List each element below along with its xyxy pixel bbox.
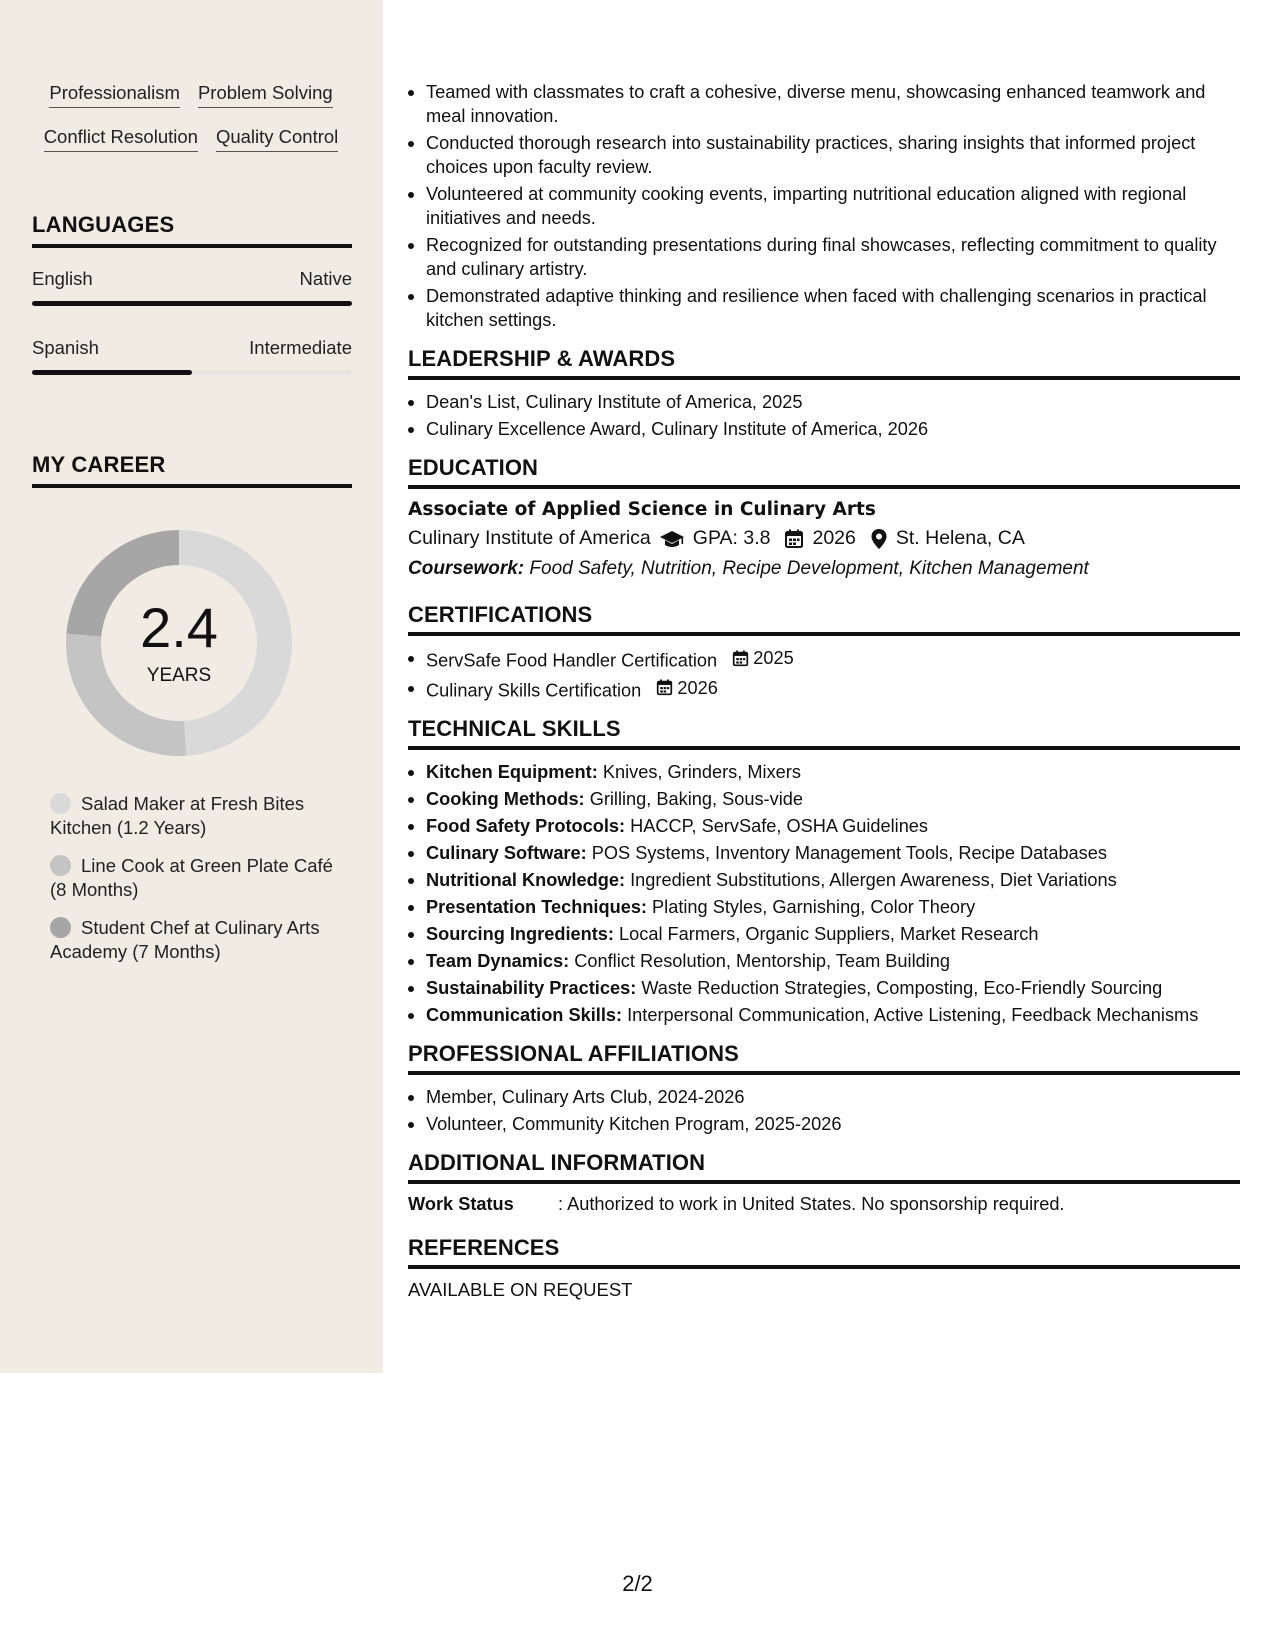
skill-label: Team Dynamics: xyxy=(426,951,570,971)
skill-tag: Professionalism xyxy=(49,82,180,108)
skill-value: Ingredient Substitutions, Allergen Awareness, Diet Variations xyxy=(630,870,1117,890)
skill-label: Cooking Methods: xyxy=(426,789,585,809)
list-item: Conducted thorough research into sustainability practices, sharing insights that informed project choices upon faculty review. xyxy=(408,131,1240,179)
list-item xyxy=(408,760,1240,784)
graduation-year: 2026 xyxy=(812,527,856,549)
coursework xyxy=(408,558,1240,580)
technical-skills-heading: TECHNICAL SKILLS xyxy=(408,716,1240,750)
language-proficiency-fill xyxy=(32,301,352,306)
certification-year: 2025 xyxy=(753,648,794,668)
skill-tag-row xyxy=(32,126,350,152)
list-item xyxy=(408,976,1240,1000)
school-location: St. Helena, CA xyxy=(895,527,1025,549)
skill-value: Knives, Grinders, Mixers xyxy=(602,762,801,782)
skill-tag-row xyxy=(32,82,350,108)
list-item: Dean's List, Culinary Institute of America, 2025 xyxy=(408,390,1240,414)
skill-label: Nutritional Knowledge: xyxy=(426,870,626,890)
list-item xyxy=(408,646,1240,673)
skill-value: Grilling, Baking, Sous-vide xyxy=(589,789,803,809)
skill-label: Presentation Techniques: xyxy=(426,897,647,917)
career-legend xyxy=(50,792,350,978)
work-status xyxy=(408,1194,1240,1215)
page-number: 2/2 xyxy=(622,1571,653,1596)
skill-tag: Quality Control xyxy=(216,126,338,152)
skill-label: Food Safety Protocols: xyxy=(426,816,626,836)
legend-dot xyxy=(50,793,71,814)
affiliations-list xyxy=(408,1085,1240,1136)
work-status-label: Work Status xyxy=(408,1194,514,1214)
coursework-value: Food Safety, Nutrition, Recipe Development, Kitchen Management xyxy=(529,558,1089,579)
technical-skills-list xyxy=(408,760,1240,1027)
career-total-unit: YEARS xyxy=(146,665,212,686)
certification-year: 2026 xyxy=(677,677,718,698)
skill-value: HACCP, ServSafe, OSHA Guidelines xyxy=(630,816,929,836)
skill-tag: Problem Solving xyxy=(198,82,333,108)
list-item xyxy=(408,895,1240,919)
list-item xyxy=(408,841,1240,865)
language-proficiency-bar xyxy=(32,301,352,306)
skill-label: Culinary Software: xyxy=(426,843,587,863)
list-item xyxy=(408,949,1240,973)
career-total-years: 2.4 xyxy=(140,596,218,659)
certifications-heading: CERTIFICATIONS xyxy=(408,602,1240,636)
legend-dot xyxy=(50,855,71,876)
language-proficiency-fill xyxy=(32,370,192,375)
language-name: English xyxy=(32,268,93,289)
career-heading: MY CAREER xyxy=(32,452,352,488)
skill-value: Local Farmers, Organic Suppliers, Market Research xyxy=(619,924,1039,944)
calendar-icon xyxy=(732,650,749,667)
languages-heading: LANGUAGES xyxy=(32,212,352,248)
skill-label: Sustainability Practices: xyxy=(426,978,637,998)
legend-dot xyxy=(50,917,71,938)
sidebar xyxy=(0,0,383,1373)
location-pin-icon xyxy=(870,528,888,550)
calendar-icon xyxy=(784,529,804,549)
list-item: Teamed with classmates to craft a cohesive, diverse menu, showcasing enhanced teamwork and meal innovation. xyxy=(408,80,1240,128)
list-item xyxy=(408,1003,1240,1027)
career-item xyxy=(50,916,350,964)
career-item-label: Student Chef at Culinary Arts Academy (7 Months) xyxy=(50,917,320,962)
skill-value: Conflict Resolution, Mentorship, Team Building xyxy=(574,951,950,971)
language-name: Spanish xyxy=(32,337,99,358)
list-item xyxy=(408,868,1240,892)
leadership-heading: LEADERSHIP & AWARDS xyxy=(408,346,1240,380)
skill-tag: Conflict Resolution xyxy=(44,126,198,152)
certifications-list xyxy=(408,646,1240,702)
additional-info-heading: ADDITIONAL INFORMATION xyxy=(408,1150,1240,1184)
career-item xyxy=(50,792,350,840)
education-details xyxy=(408,527,1240,550)
list-item xyxy=(408,787,1240,811)
main-content xyxy=(408,80,1240,1301)
certification-name: ServSafe Food Handler Certification xyxy=(426,650,718,671)
degree-title: Associate of Applied Science in Culinary Arts xyxy=(408,499,876,520)
language-proficiency-bar xyxy=(32,370,352,375)
calendar-icon xyxy=(656,679,673,696)
coursework-label: Coursework: xyxy=(408,558,525,579)
list-item: Recognized for outstanding presentations during final showcases, reflecting commitment to quality and culinary artistry. xyxy=(408,233,1240,281)
list-item: Volunteer, Community Kitchen Program, 2025-2026 xyxy=(408,1112,1240,1136)
career-item-label: Line Cook at Green Plate Café (8 Months) xyxy=(50,855,333,900)
language-english xyxy=(32,268,352,306)
skill-tags xyxy=(32,82,350,170)
certification-name: Culinary Skills Certification xyxy=(426,680,642,700)
career-item xyxy=(50,854,350,902)
list-item: Volunteered at community cooking events, imparting nutritional education aligned with regional initiatives and needs. xyxy=(408,182,1240,230)
gpa: GPA: 3.8 xyxy=(692,527,771,549)
graduation-cap-icon xyxy=(659,529,685,549)
language-level: Native xyxy=(299,268,352,289)
language-level: Intermediate xyxy=(249,337,352,358)
skill-value: Interpersonal Communication, Active Listening, Feedback Mechanisms xyxy=(627,1005,1199,1025)
list-item xyxy=(408,676,1240,703)
skill-label: Communication Skills: xyxy=(426,1005,623,1025)
references-text: AVAILABLE ON REQUEST xyxy=(408,1279,633,1300)
list-item: Demonstrated adaptive thinking and resilience when faced with challenging scenarios in practical kitchen settings. xyxy=(408,284,1240,332)
skill-value: POS Systems, Inventory Management Tools, Recipe Databases xyxy=(591,843,1107,863)
skill-label: Kitchen Equipment: xyxy=(426,762,598,782)
affiliations-heading: PROFESSIONAL AFFILIATIONS xyxy=(408,1041,1240,1075)
references-heading: REFERENCES xyxy=(408,1235,1240,1269)
school-name: Culinary Institute of America xyxy=(408,527,651,549)
skill-value: Waste Reduction Strategies, Composting, Eco-Friendly Sourcing xyxy=(641,978,1163,998)
list-item xyxy=(408,814,1240,838)
experience-bullets xyxy=(408,80,1240,332)
education-heading: EDUCATION xyxy=(408,455,1240,489)
language-spanish xyxy=(32,337,352,375)
list-item: Culinary Excellence Award, Culinary Institute of America, 2026 xyxy=(408,417,1240,441)
skill-label: Sourcing Ingredients: xyxy=(426,924,614,944)
skill-value: Plating Styles, Garnishing, Color Theory xyxy=(652,897,976,917)
leadership-list xyxy=(408,390,1240,441)
list-item xyxy=(408,922,1240,946)
work-status-value: : Authorized to work in United States. No sponsorship required. xyxy=(558,1194,1065,1214)
list-item: Member, Culinary Arts Club, 2024-2026 xyxy=(408,1085,1240,1109)
career-item-label: Salad Maker at Fresh Bites Kitchen (1.2 Years) xyxy=(50,793,305,838)
